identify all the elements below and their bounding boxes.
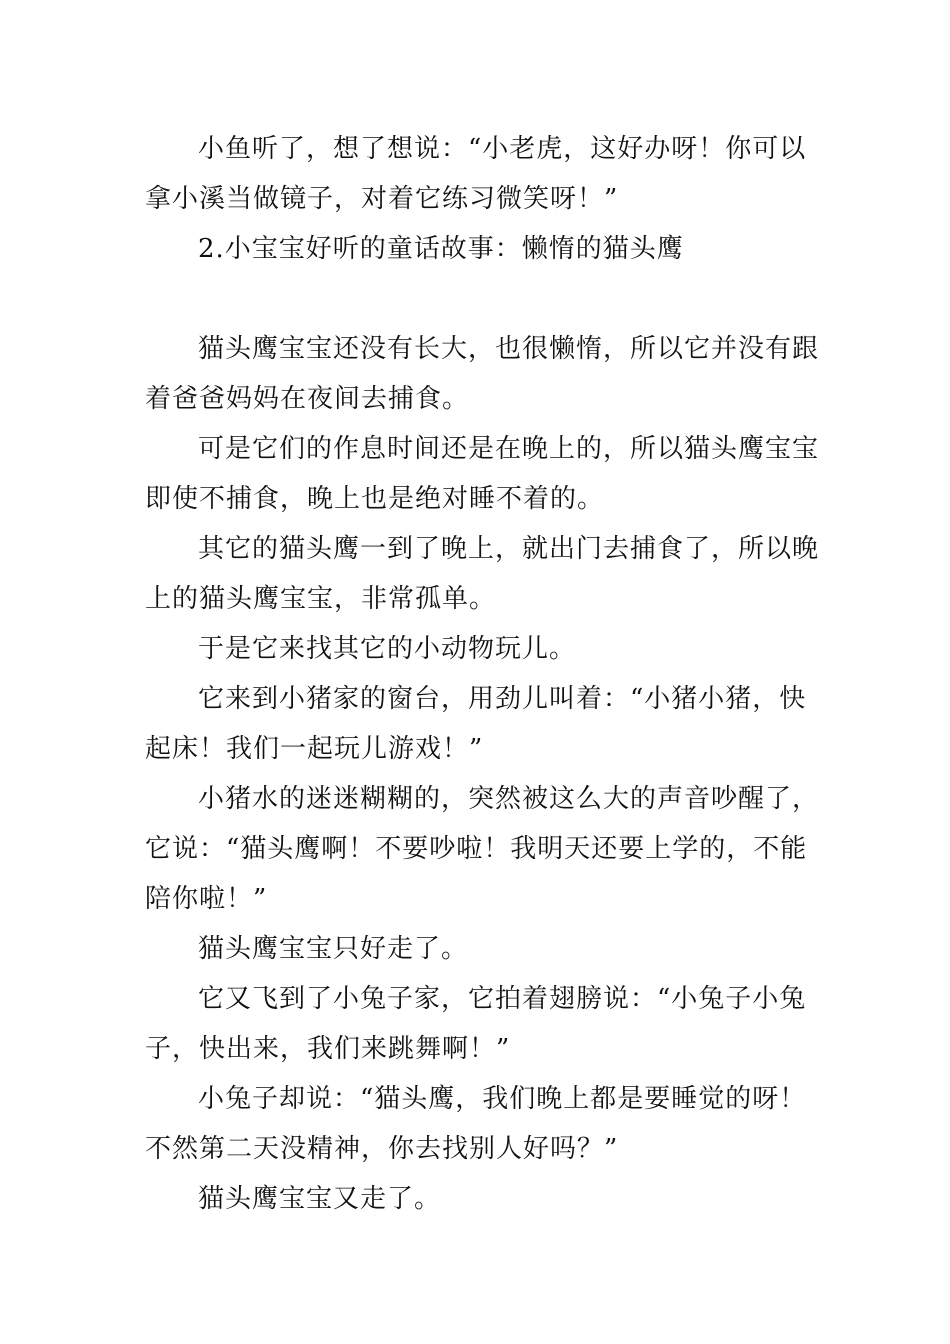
paragraph-line: 拿小溪当做镜子，对着它练习微笑呀！” [145, 184, 619, 214]
story-intro-block [145, 124, 815, 274]
paragraph-line: 小鱼听了，想了想说：“小老虎，这好办呀！你可以 [198, 134, 807, 164]
paragraph-line: 上的猫头鹰宝宝，非常孤单。 [145, 584, 497, 614]
paragraph-line: 即使不捕食，晚上也是绝对睡不着的。 [145, 484, 605, 514]
paragraph-line: 小兔子却说：“猫头鹰，我们晚上都是要睡觉的呀！ [198, 1084, 807, 1114]
paragraph-line: 子，快出来，我们来跳舞啊！” [145, 1034, 511, 1064]
section-heading: 2.小宝宝好听的童话故事：懒惰的猫头鹰 [198, 234, 684, 264]
paragraph-line: 它来到小猪家的窗台，用劲儿叫着：“小猪小猪，快 [198, 684, 807, 714]
paragraph-line: 起床！我们一起玩儿游戏！” [145, 734, 484, 764]
paragraph-line: 陪你啦！” [145, 884, 268, 914]
paragraph-line: 小猪水的迷迷糊糊的，突然被这么大的声音吵醒了， [198, 784, 820, 814]
paragraph-line: 不然第二天没精神，你去找别人好吗？” [145, 1134, 619, 1164]
paragraph-line: 猫头鹰宝宝又走了。 [198, 1184, 442, 1214]
story-body-block [145, 324, 820, 1224]
paragraph-line: 它又飞到了小兔子家，它拍着翅膀说：“小兔子小兔 [198, 984, 807, 1014]
paragraph-line: 于是它来找其它的小动物玩儿。 [198, 634, 577, 664]
paragraph-line: 着爸爸妈妈在夜间去捕食。 [145, 384, 470, 414]
paragraph-line: 猫头鹰宝宝还没有长大，也很懒惰，所以它并没有跟 [198, 334, 820, 364]
paragraph-line: 它说：“猫头鹰啊！不要吵啦！我明天还要上学的，不能 [145, 834, 808, 864]
paragraph-line: 可是它们的作息时间还是在晚上的，所以猫头鹰宝宝 [198, 434, 820, 464]
paragraph-line: 猫头鹰宝宝只好走了。 [198, 934, 469, 964]
paragraph-line: 其它的猫头鹰一到了晚上，就出门去捕食了，所以晚 [198, 534, 820, 564]
